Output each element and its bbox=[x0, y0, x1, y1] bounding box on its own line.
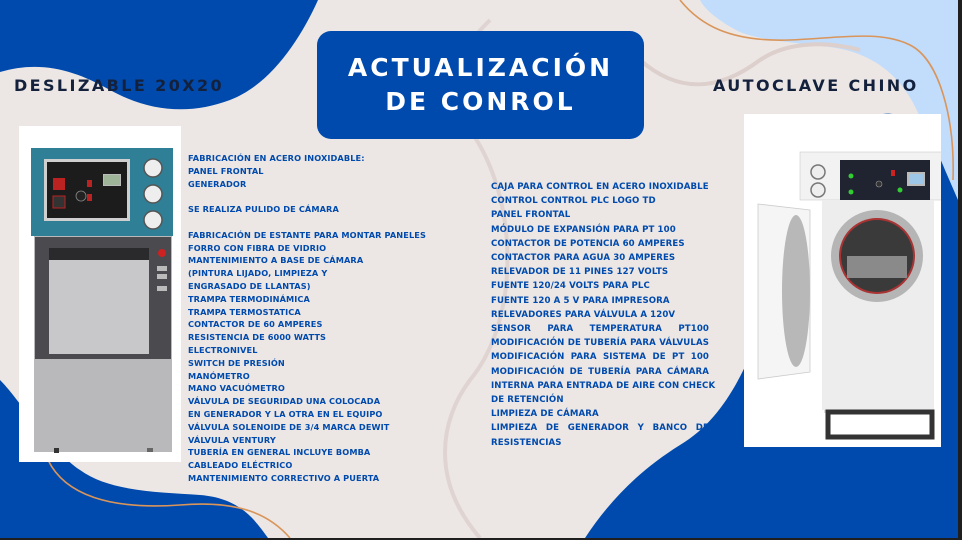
left-spec-list bbox=[188, 152, 458, 485]
list-item: ELECTRONIVEL bbox=[188, 344, 258, 355]
list-item: CONTROL CONTROL PLC LOGO TD bbox=[491, 196, 656, 207]
list-item: INTERNA PARA ENTRADA DE AIRE CON CHECK bbox=[491, 380, 716, 391]
list-item: LIMPIEZA DE GENERADOR Y BANCO DE bbox=[491, 423, 709, 434]
list-item: FABRICACIÓN DE ESTANTE PARA MONTAR PANELES bbox=[188, 229, 426, 240]
list-item: TUBERÍA EN GENERAL INCLUYE BOMBA bbox=[188, 447, 371, 458]
list-item: MODIFICACIÓN DE TUBERÍA PARA CÁMARA bbox=[491, 366, 709, 377]
list-item: RESISTENCIAS bbox=[491, 437, 562, 448]
left-product-image bbox=[19, 126, 181, 462]
left-product-label: DESLIZABLE 20X20 bbox=[14, 76, 225, 95]
list-item: SE REALIZA PULIDO DE CÁMARA bbox=[188, 204, 339, 215]
list-item: FABRICACIÓN EN ACERO INOXIDABLE: bbox=[188, 153, 365, 163]
list-item: CONTACTOR PARA AGUA 30 AMPERES bbox=[491, 253, 676, 264]
list-item: MANTENIMIENTO CORRECTIVO A PUERTA bbox=[188, 472, 380, 483]
list-item: MANÓMETRO bbox=[188, 370, 250, 381]
list-item: CONTACTOR DE POTENCIA 60 AMPERES bbox=[491, 238, 685, 249]
right-spec-list bbox=[491, 180, 716, 450]
spacer bbox=[188, 190, 458, 203]
list-item: PANEL FRONTAL bbox=[188, 165, 264, 176]
title-line-1: ACTUALIZACIÓN bbox=[347, 53, 614, 82]
list-item: DE RETENCIÓN bbox=[491, 395, 564, 406]
list-item: ENGRASADO DE LLANTAS) bbox=[188, 280, 311, 291]
spacer bbox=[188, 216, 458, 229]
list-item: VÁLVULA SOLENOIDE DE 3/4 MARCA DEWIT bbox=[188, 421, 390, 432]
list-item: (PINTURA LIJADO, LIMPIEZA Y bbox=[188, 268, 328, 279]
right-product-label: AUTOCLAVE CHINO bbox=[713, 76, 919, 95]
list-item: FORRO CON FIBRA DE VIDRIO bbox=[188, 242, 327, 253]
title-banner bbox=[317, 31, 644, 139]
list-item: MODIFICACIÓN DE TUBERÍA PARA VÁLVULAS bbox=[491, 338, 709, 349]
list-item: CAJA PARA CONTROL EN ACERO INOXIDABLE bbox=[491, 182, 709, 192]
right-product-image bbox=[744, 114, 941, 447]
list-item: MODIFICACIÓN PARA SISTEMA DE PT 100 bbox=[491, 352, 709, 363]
list-item: SWITCH DE PRESIÓN bbox=[188, 357, 285, 368]
list-item: TRAMPA TERMOSTATICA bbox=[188, 306, 301, 317]
list-item: VÁLVULA DE SEGURIDAD UNA COLOCADA bbox=[188, 396, 381, 407]
list-item: GENERADOR bbox=[188, 178, 247, 189]
list-item: RELEVADOR DE 11 PINES 127 VOLTS bbox=[491, 267, 669, 278]
list-item: CONTACTOR DE 60 AMPERES bbox=[188, 319, 323, 330]
list-item: RELEVADORES PARA VÁLVULA A 120V bbox=[491, 309, 676, 320]
list-item: MÓDULO DE EXPANSIÓN PARA PT 100 bbox=[491, 224, 676, 235]
list-item: EN GENERADOR Y LA OTRA EN EL EQUIPO bbox=[188, 408, 383, 419]
list-item: TRAMPA TERMODINÁMICA bbox=[188, 293, 310, 304]
list-item: CABLEADO ELÉCTRICO bbox=[188, 460, 293, 471]
list-item: VÁLVULA VENTURY bbox=[188, 434, 276, 445]
list-item: RESISTENCIA DE 6000 WATTS bbox=[188, 332, 327, 343]
list-item: SENSOR PARA TEMPERATURA PT100 bbox=[491, 324, 709, 335]
list-item: PANEL FRONTAL bbox=[491, 210, 571, 221]
list-item: LIMPIEZA DE CÁMARA bbox=[491, 409, 599, 420]
list-item: MANTENIMIENTO A BASE DE CÁMARA bbox=[188, 255, 364, 266]
list-item: FUENTE 120/24 VOLTS PARA PLC bbox=[491, 281, 650, 292]
list-item: MANO VACUÓMETRO bbox=[188, 383, 285, 394]
list-item: FUENTE 120 A 5 V PARA IMPRESORA bbox=[491, 295, 670, 306]
title-line-2: DE CONROL bbox=[385, 87, 576, 116]
